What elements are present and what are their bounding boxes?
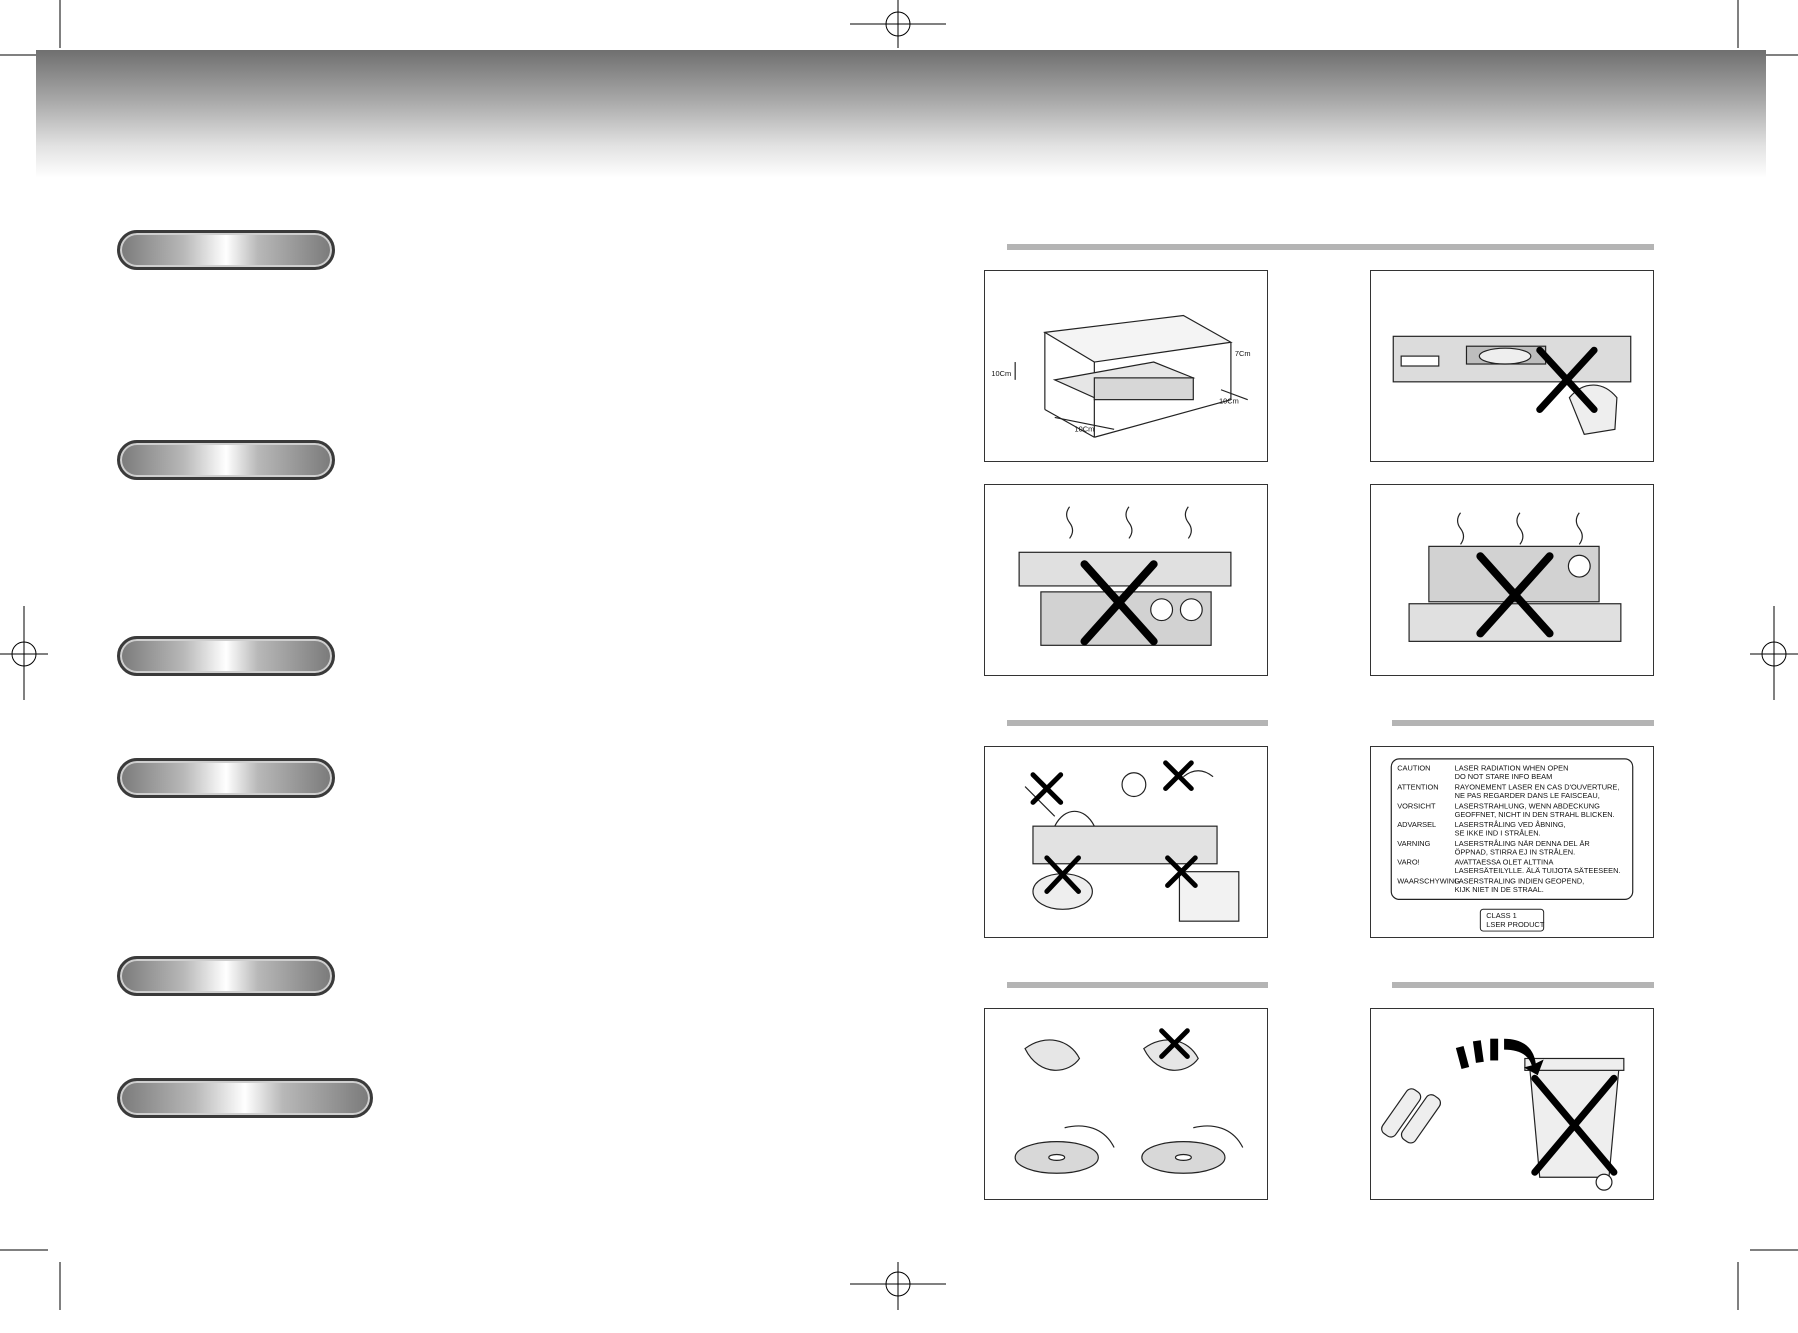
laser-class-line1: CLASS 1 (1486, 911, 1517, 921)
tray-warning-diagram (1370, 270, 1654, 462)
laser-row-line1: LASERSTRÅLING VED ÅBNING, (1454, 820, 1566, 830)
laser-row-line2: NE PAS REGARDER DANS LE FAISCEAU, (1454, 790, 1600, 800)
laser-row-line2: ÖPPNAD, STIRRA EJ IN STRÅLEN. (1454, 847, 1576, 857)
clearance-left-label: 10Cm (991, 368, 1012, 378)
battery-disposal-diagram (1370, 1008, 1654, 1200)
laser-row-line1: RAYONEMENT LASER EN CAS D'OUVERTURE, (1454, 782, 1620, 792)
section-rule (1007, 244, 1654, 250)
environment-warning-diagram (984, 746, 1268, 938)
laser-row-line2: GEOFFNET, NICHT IN DEN STRAHL BLICKEN. (1454, 809, 1615, 819)
section-heading-pill (117, 758, 335, 798)
laser-row-language: ADVARSEL (1397, 820, 1437, 830)
laser-row-language: VARNING (1397, 838, 1431, 848)
laser-row-line1: LASERSTRALING INDIEN GEOPEND, (1454, 876, 1585, 886)
section-rule (1007, 720, 1268, 726)
laser-row-language: CAUTION (1397, 763, 1431, 773)
header-band (36, 50, 1766, 178)
laser-row-line1: LASERSTRÅLING NÄR DENNA DEL ÄR (1454, 838, 1590, 848)
disc-handling-diagram (984, 1008, 1268, 1200)
laser-warning-label (1370, 746, 1654, 938)
laser-row-language: ATTENTION (1397, 782, 1439, 792)
section-heading-pill (117, 440, 335, 480)
section-heading-pill (117, 230, 335, 270)
section-heading-pill (117, 1078, 373, 1118)
section-rule (1392, 720, 1654, 726)
laser-row-line1: LASERSTRAHLUNG, WENN ABDECKUNG (1454, 801, 1600, 811)
section-rule (1007, 982, 1268, 988)
laser-class-line2: LSER PRODUCT (1486, 920, 1545, 930)
laser-row-line1: LASER RADIATION WHEN OPEN (1454, 763, 1569, 773)
laser-row-language: WAARSCHYWING (1397, 876, 1460, 886)
section-rule (1392, 982, 1654, 988)
ventilation-clearance-diagram (984, 270, 1268, 462)
section-heading-pill (117, 636, 335, 676)
clearance-right-label: 10Cm (1219, 396, 1239, 406)
clearance-rear-label: 10Cm (1074, 424, 1095, 434)
laser-row-line1: AVATTAESSA OLET ALTTINA (1454, 857, 1554, 867)
laser-row-line2: LASERSÄTEILYLLE. ÄLÄ TUIJOTA SÄTEESEEN. (1454, 866, 1621, 876)
laser-row-line2: KIJK NIET IN DE STRAAL. (1454, 884, 1544, 894)
stacking-warning-diagram-1 (984, 484, 1268, 676)
laser-row-language: VARO! (1397, 857, 1420, 867)
laser-row-line2: DO NOT STARE INFO BEAM (1454, 772, 1553, 782)
laser-row-line2: SE IKKE IND I STRÅLEN. (1454, 828, 1541, 838)
clearance-top-label: 7Cm (1234, 349, 1251, 359)
laser-row-language: VORSICHT (1397, 801, 1436, 811)
stacking-warning-diagram-2 (1370, 484, 1654, 676)
section-heading-pill (117, 956, 335, 996)
